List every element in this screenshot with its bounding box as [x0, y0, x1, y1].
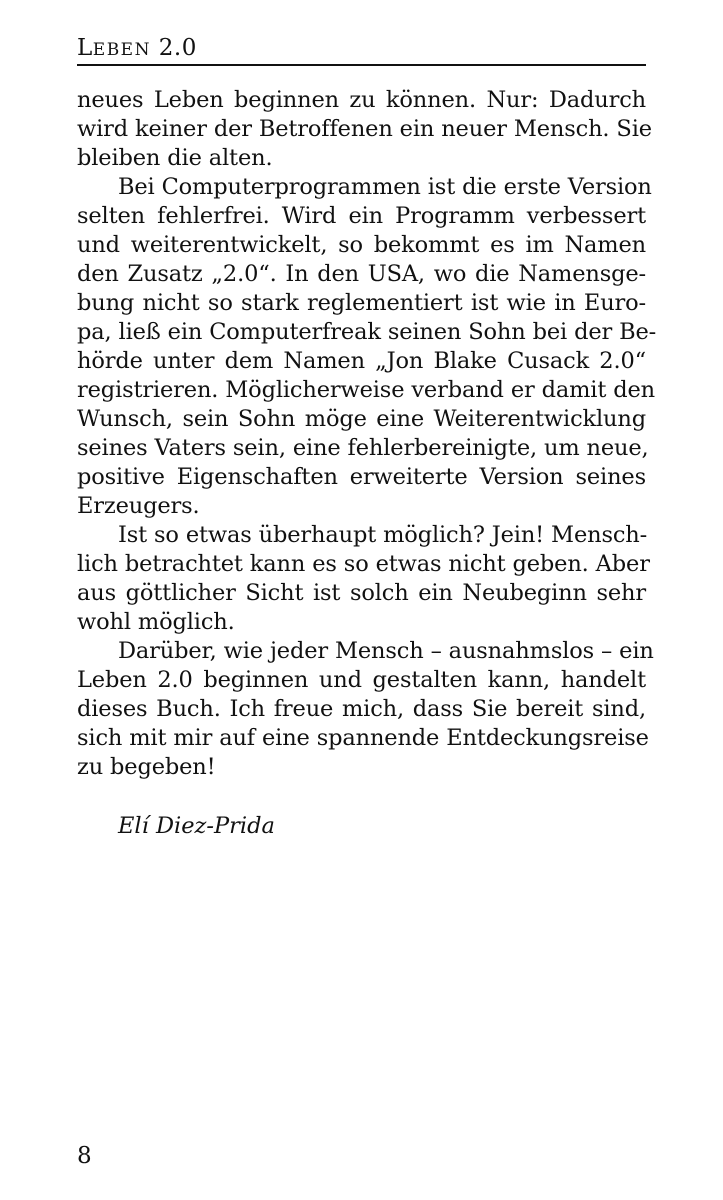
text-line: Erzeugers.	[77, 493, 200, 519]
text-line: und weiterentwickelt, so bekommt es im Namen	[77, 232, 646, 258]
header-rule	[77, 64, 646, 66]
text-line: seines Vaters sein, eine fehlerbereinigte, um neue,	[77, 435, 649, 461]
text-line: zu begeben!	[77, 754, 216, 780]
running-head-smallcaps: EBEN	[92, 40, 151, 60]
text-line: Wunsch, sein Sohn möge eine Weiterentwicklung	[77, 406, 646, 432]
text-line: neues Leben beginnen zu können. Nur: Dadurch	[77, 87, 646, 113]
running-head-initial: L	[77, 35, 93, 61]
text-line: selten fehlerfrei. Wird ein Programm verbessert	[77, 203, 646, 229]
page-number: 8	[77, 1143, 92, 1169]
text-line: positive Eigenschaften erweiterte Version seines	[77, 464, 646, 490]
text-line: wird keiner der Betroffenen ein neuer Mensch. Sie	[77, 116, 652, 142]
text-line: Leben 2.0 beginnen und gestalten kann, handelt	[77, 667, 646, 693]
text-line: Ist so etwas überhaupt möglich? Jein! Mensch-	[118, 522, 648, 548]
author-signature: Elí Diez-Prida	[118, 813, 275, 839]
running-head	[77, 34, 197, 64]
text-line: lich betrachtet kann es so etwas nicht geben. Aber	[77, 551, 650, 577]
running-head-version: 2.0	[158, 35, 197, 61]
text-line: Bei Computerprogrammen ist die erste Version	[118, 174, 652, 200]
text-line: den Zusatz „2.0“. In den USA, wo die Namensge-	[77, 261, 646, 287]
text-line: wohl möglich.	[77, 609, 235, 635]
text-line: sich mit mir auf eine spannende Entdeckungsreise	[77, 725, 649, 751]
text-line: bleiben die alten.	[77, 145, 273, 171]
text-line: Darüber, wie jeder Mensch – ausnahmslos – ein	[118, 638, 654, 664]
text-line: dieses Buch. Ich freue mich, dass Sie bereit sind,	[77, 696, 646, 722]
body-text	[77, 86, 657, 782]
text-line: aus göttlicher Sicht ist solch ein Neubeginn sehr	[77, 580, 646, 606]
text-line: bung nicht so stark reglementiert ist wie in Euro-	[77, 290, 646, 316]
text-line: pa, ließ ein Computerfreak seinen Sohn bei der Be-	[77, 319, 657, 345]
text-line: registrieren. Möglicherweise verband er damit den	[77, 377, 655, 403]
text-line: hörde unter dem Namen „Jon Blake Cusack 2.0“	[77, 348, 646, 374]
